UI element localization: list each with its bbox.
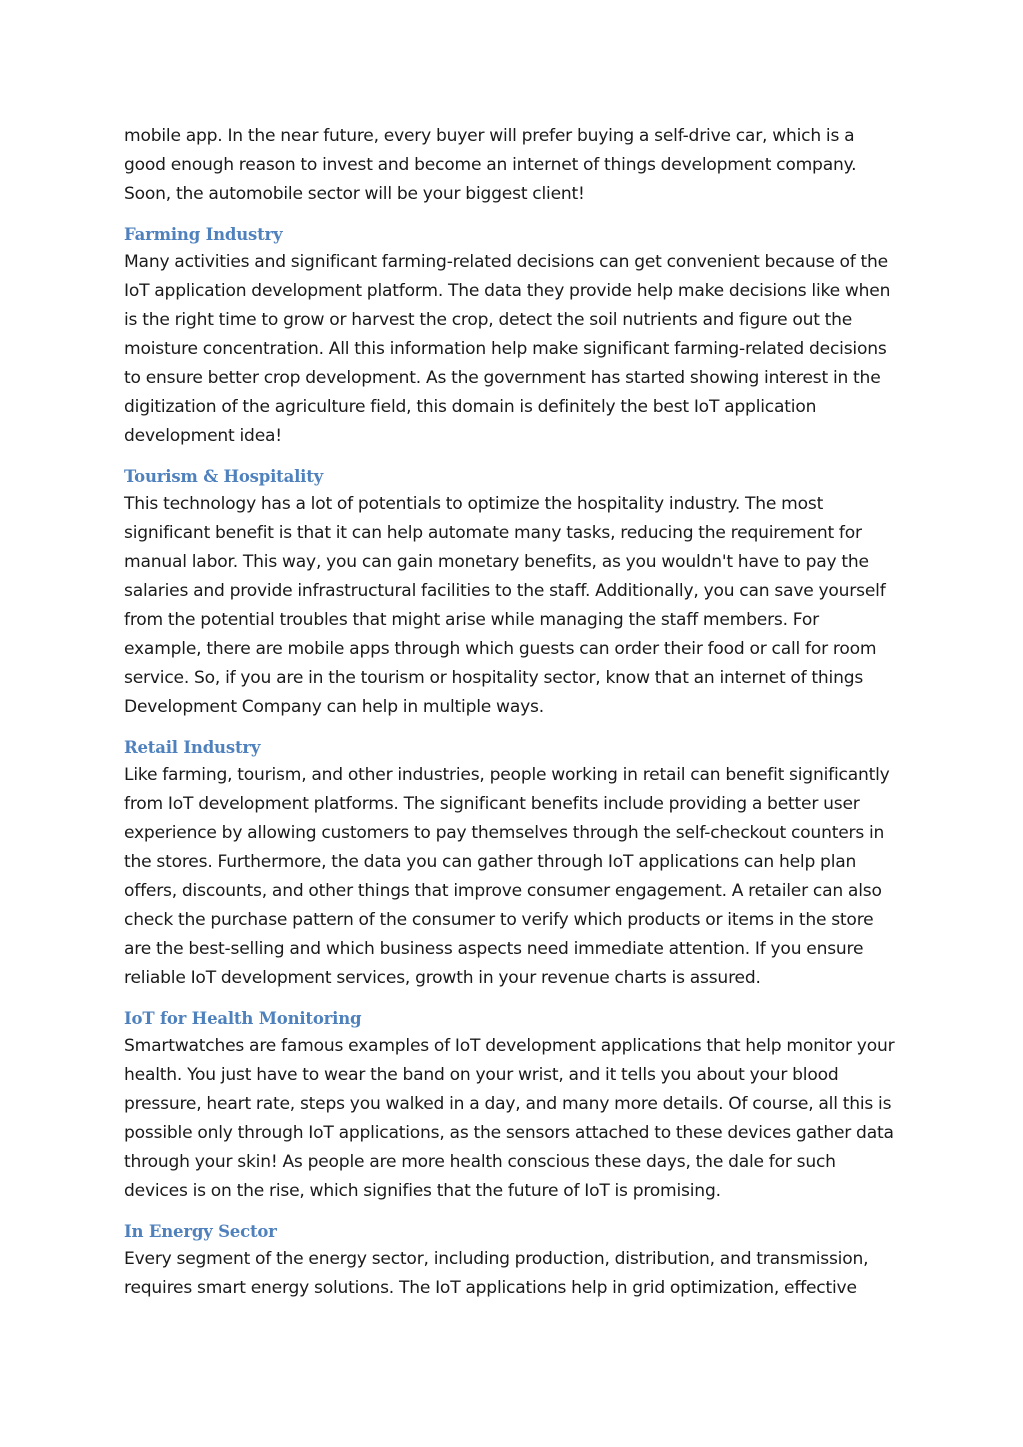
section-health-monitoring: [124, 1008, 914, 1206]
section-retail-industry: [124, 737, 914, 993]
section-heading: Farming Industry: [124, 225, 283, 244]
intro-paragraph: mobile app. In the near future, every buyer will prefer buying a self-drive car, which is a good enough reason to invest and become an internet of things development company. Soon, the automobile sector will be your biggest client!: [124, 126, 857, 204]
section-heading: Retail Industry: [124, 738, 261, 757]
section-paragraph: Like farming, tourism, and other industries, people working in retail can benefit significantly from IoT development platforms. The significant benefits include providing a better user experience by allowing customers to pay themselves through the self-checkout counters in the stores. Furthermore, the data you can gather through IoT applications can help plan offers, discounts, and other things that improve consumer engagement. A retailer can also check the purchase pattern of the consumer to verify which products or items in the store are the best-selling and which business aspects need immediate attention. If you ensure reliable IoT development services, growth in your revenue charts is assured.: [124, 765, 890, 988]
section-heading: In Energy Sector: [124, 1222, 277, 1241]
section-energy-sector: [124, 1221, 914, 1303]
section-tourism-hospitality: [124, 466, 914, 722]
section-heading: Tourism & Hospitality: [124, 467, 324, 486]
section-farming-industry: [124, 224, 914, 451]
section-paragraph: Every segment of the energy sector, including production, distribution, and transmission, requires smart energy solutions. The IoT applications help in grid optimization, effective: [124, 1249, 869, 1298]
section-paragraph: Smartwatches are famous examples of IoT development applications that help monitor your health. You just have to wear the band on your wrist, and it tells you about your blood pressure, heart rate, steps you walked in a day, and many more details. Of course, all this is possible only through IoT applications, as the sensors attached to these devices gather data through your skin! As people are more health conscious these days, the dale for such devices is on the rise, which signifies that the future of IoT is promising.: [124, 1036, 895, 1201]
section-paragraph: This technology has a lot of potentials to optimize the hospitality industry. The most significant benefit is that it can help automate many tasks, reducing the requirement for manual labor. This way, you can gain monetary benefits, as you wouldn't have to pay the salaries and provide infrastructural facilities to the staff. Additionally, you can save yourself from the potential troubles that might arise while managing the staff members. For example, there are mobile apps through which guests can order their food or call for room service. So, if you are in the tourism or hospitality sector, know that an internet of things Development Company can help in multiple ways.: [124, 494, 886, 717]
document-content: [124, 122, 914, 1303]
section-paragraph: Many activities and significant farming-related decisions can get convenient because of the IoT application development platform. The data they provide help make decisions like when is the right time to grow or harvest the crop, detect the soil nutrients and figure out the moisture concentration. All this information help make significant farming-related decisions to ensure better crop development. As the government has started showing interest in the digitization of the agriculture field, this domain is definitely the best IoT application development idea!: [124, 252, 891, 446]
section-heading: IoT for Health Monitoring: [124, 1009, 362, 1028]
